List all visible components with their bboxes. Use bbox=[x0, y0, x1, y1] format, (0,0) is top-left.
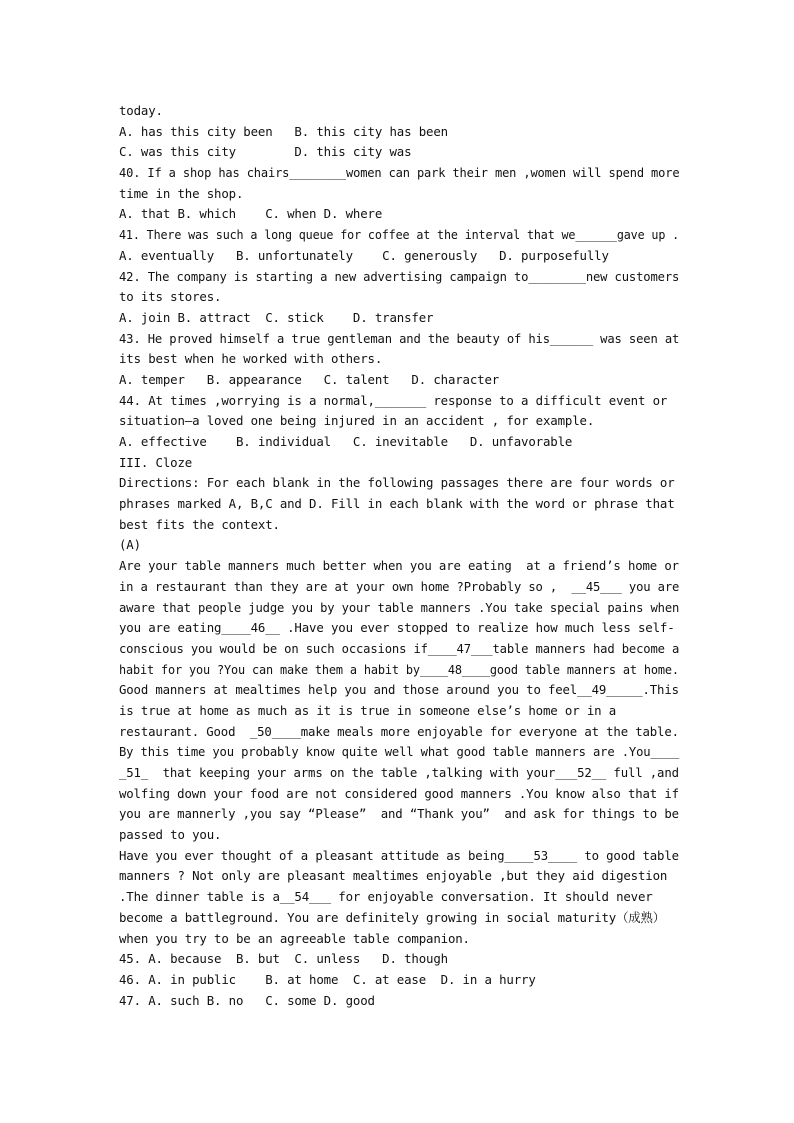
passage-line: habit for you ?You can make them a habit by____48____good table manners at home. bbox=[119, 661, 679, 677]
section-heading: III. Cloze bbox=[119, 454, 193, 470]
q40-stem-cont: time in the shop. bbox=[119, 185, 244, 201]
document-body bbox=[119, 101, 679, 1011]
q43-stem: 43. He proved himself a true gentleman and the beauty of his______ was seen at bbox=[119, 330, 680, 346]
q44-stem: 44. At times ,worrying is a normal,_______ response to a difficult event or bbox=[119, 392, 668, 408]
passage-line: passed to you. bbox=[119, 827, 222, 843]
passage-line: aware that people judge you by your table manners .You take special pains when bbox=[119, 599, 680, 615]
directions-cont: best fits the context. bbox=[119, 516, 280, 532]
passage-line: you are mannerly ,you say “Please” and “Thank you” and ask for things to be bbox=[119, 806, 679, 822]
q42-stem: 42. The company is starting a new advertising campaign to________new customers bbox=[119, 268, 680, 284]
passage-line: By this time you probably know quite well what good table manners are .You____ bbox=[119, 744, 680, 760]
passage-line: _51_ that keeping your arms on the table ,talking with your___52__ full ,and bbox=[119, 765, 679, 780]
directions-cont: phrases marked A, B,C and D. Fill in each blank with the word or phrase that bbox=[119, 496, 675, 512]
text-line: today. bbox=[119, 103, 163, 118]
q47-options: 47. A. such B. no C. some D. good bbox=[119, 992, 375, 1008]
q43-options: A. temper B. appearance C. talent D. character bbox=[119, 371, 500, 387]
q40-stem: 40. If a shop has chairs________women can park their men ,women will spend more bbox=[119, 165, 680, 181]
q41-stem: 41. There was such a long queue for coffee at the interval that we______gave up . bbox=[119, 227, 680, 243]
q46-options: 46. A. in public B. at home C. at ease D. in a hurry bbox=[119, 971, 536, 987]
q39-options-cd: C. was this city D. this city was bbox=[119, 144, 412, 160]
passage-line: .The dinner table is a__54___ for enjoyable conversation. It should never bbox=[119, 889, 653, 905]
q40-options: A. that B. which C. when D. where bbox=[119, 206, 383, 222]
q43-stem-cont: its best when he worked with others. bbox=[119, 351, 383, 367]
passage-line: manners ? Not only are pleasant mealtimes enjoyable ,but they aid digestion bbox=[119, 868, 668, 884]
q42-stem-cont: to its stores. bbox=[119, 289, 222, 305]
q42-options: A. join B. attract C. stick D. transfer bbox=[119, 309, 434, 325]
q44-options: A. effective B. individual C. inevitable D. unfavorable bbox=[119, 434, 573, 449]
q41-options: A. eventually B. unfortunately C. generously D. purposefully bbox=[119, 247, 609, 263]
passage-line: Good manners at mealtimes help you and those around you to feel__49_____.This bbox=[119, 682, 679, 698]
passage-line: is true at home as much as it is true in someone else’s home or in a bbox=[119, 702, 617, 718]
q44-stem-cont: situation—a loved one being injured in an accident , for example. bbox=[119, 413, 595, 429]
passage-line: conscious you would be on such occasions if____47___table manners had become a bbox=[119, 640, 680, 656]
passage-line: wolfing down your food are not considered good manners .You know also that if bbox=[119, 785, 679, 801]
q39-options-ab: A. has this city been B. this city has been bbox=[119, 123, 448, 139]
passage-line: in a restaurant than they are at your own home ?Probably so , __45___ you are bbox=[119, 578, 680, 594]
passage-line: restaurant. Good _50____make meals more enjoyable for everyone at the table. bbox=[119, 723, 679, 739]
q45-options: 45. A. because B. but C. unless D. though bbox=[119, 951, 448, 967]
directions: Directions: For each blank in the following passages there are four words or bbox=[119, 475, 675, 491]
passage-line: Have you ever thought of a pleasant attitude as being____53____ to good table bbox=[119, 847, 679, 863]
passage-line: become a battleground. You are definitely growing in social maturity（成熟） bbox=[119, 909, 666, 925]
passage-line: when you try to be an agreeable table companion. bbox=[119, 930, 470, 946]
passage-line: Are your table manners much better when you are eating at a friend’s home or bbox=[119, 558, 679, 574]
passage-line: you are eating____46__ .Have you ever stopped to realize how much less self- bbox=[119, 620, 675, 636]
passage-label: (A) bbox=[119, 537, 141, 553]
